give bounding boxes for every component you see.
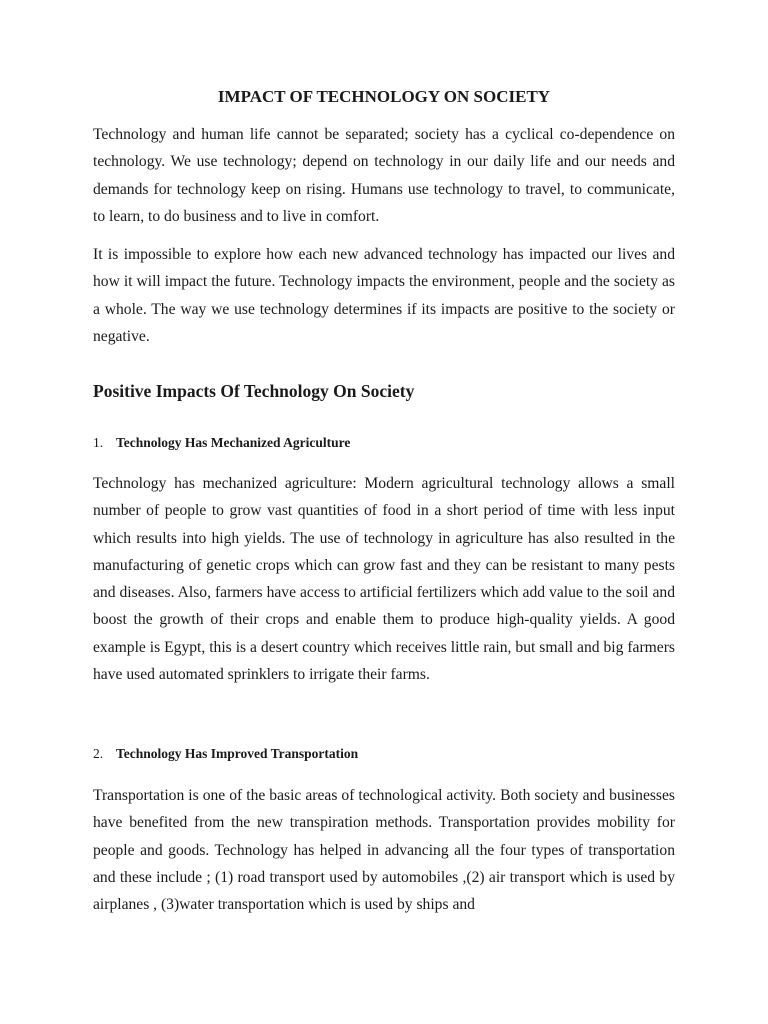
subsection-heading-1 xyxy=(93,433,350,453)
intro-paragraph-1: Technology and human life cannot be separated; society has a cyclical co-dependence on technology. We use technology; depend on technology in our daily life and our needs and demands for technology keep on rising. Humans use technology to travel, to communicate, to learn, to do business and to live in comfort. xyxy=(93,126,675,225)
subsection-heading-text: Technology Has Mechanized Agriculture xyxy=(116,435,351,450)
subsection-1-body: Technology has mechanized agriculture: Modern agricultural technology allows a small number of people to grow vast quantities of food in a short period of time with less input which results into high yields. The use of technology in agriculture has also resulted in the manufacturing of genetic crops which can grow fast and they can be resistant to many pests and diseases. Also, farmers have access to artificial fertilizers which add value to the soil and boost the growth of their crops and enable them to produce high-quality yields. A good example is Egypt, this is a desert country which receives little rain, but small and big farmers have used automated sprinklers to irrigate their farms. xyxy=(93,475,675,684)
subsection-heading-text: Technology Has Improved Transportation xyxy=(116,746,359,761)
subsection-heading-2 xyxy=(93,744,358,764)
intro-paragraph-2: It is impossible to explore how each new advanced technology has impacted our lives and how it will impact the future. Technology impacts the environment, people and the society as a whole. The way we use technology determines if its impacts are positive to the society or negative. xyxy=(93,246,675,345)
section-heading: Positive Impacts Of Technology On Society xyxy=(93,381,415,401)
subsection-number: 1. xyxy=(93,435,104,450)
subsection-2-body: Transportation is one of the basic areas of technological activity. Both society and businesses have benefited from the new transpiration methods. Transportation provides mobility for people and goods. Technology has helped in advancing all the four types of transportation and these include ; (1) road transport used by automobiles ,(2) air transport which is used by airplanes , (3)water transportation which is used by ships and xyxy=(93,787,675,914)
document-title: IMPACT OF TECHNOLOGY ON SOCIETY xyxy=(217,87,551,106)
subsection-number: 2. xyxy=(93,746,104,761)
